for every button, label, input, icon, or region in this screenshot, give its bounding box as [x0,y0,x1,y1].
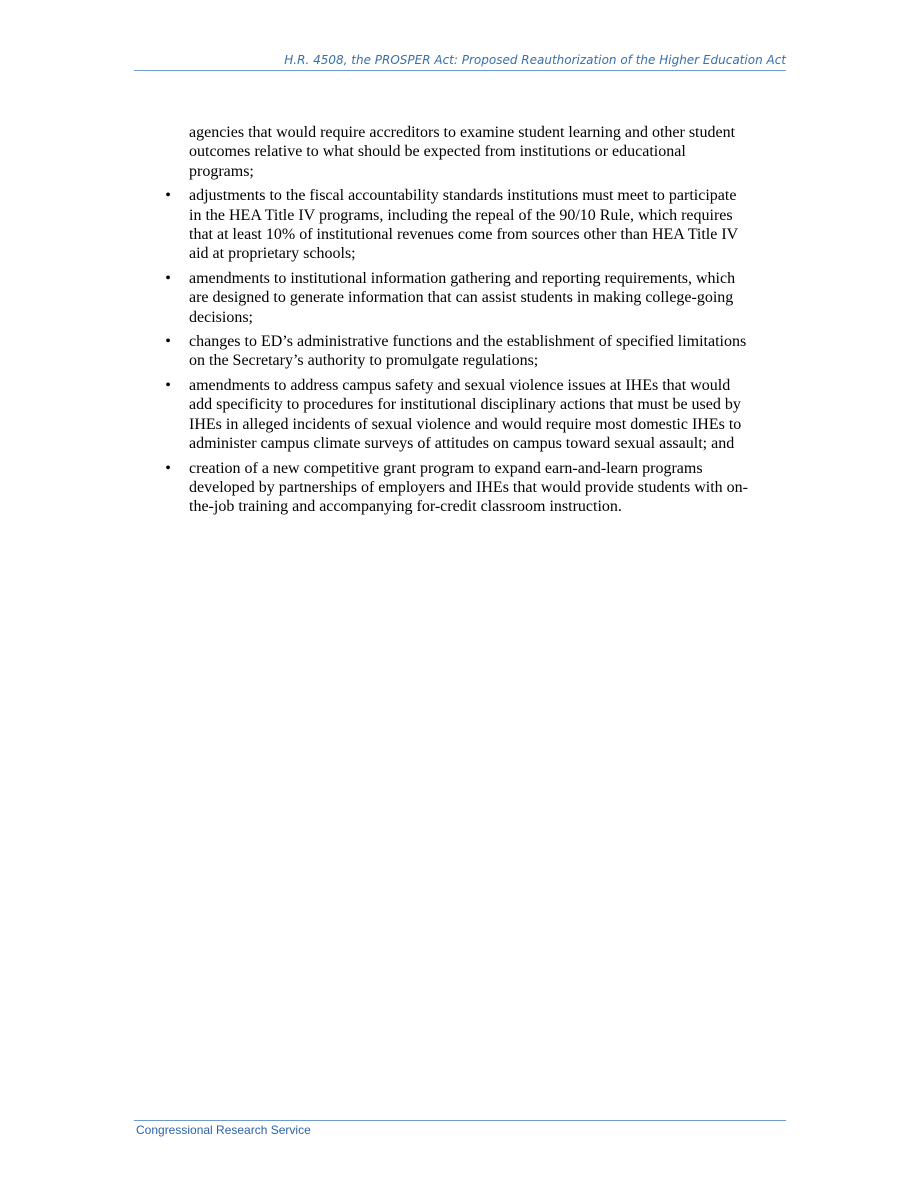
footer-source: Congressional Research Service [136,1123,311,1137]
list-item-text: changes to ED’s administrative functions and the establishment of specified limitations on the Secretary’s authority to promulgate regulations; [189,333,747,370]
document-body [0,120,920,522]
bullet-icon: • [165,269,171,287]
list-item-text: creation of a new competitive grant program to expand earn-and-learn programs developed by partnerships of employers and IHEs that would provide students with on-the-job training and accompanying for-credit classroom instruction. [189,459,748,516]
list-item-text: adjustments to the fiscal accountability standards institutions must meet to participate in the HEA Title IV programs, including the repeal of the 90/10 Rule, which requires that at least 10% of institutional revenues come from sources other than HEA Title IV aid at proprietary schools; [189,187,738,263]
list-item [165,186,749,264]
list-item [165,459,749,517]
continuation-paragraph: agencies that would require accreditors to examine student learning and other student outcomes relative to what should be expected from institutions or educational programs; [189,124,736,180]
list-item-text: amendments to institutional information gathering and reporting requirements, which are designed to generate information that can assist students in making college-going decisions; [189,269,736,326]
bullet-icon: • [165,459,171,477]
footer-divider [134,1120,786,1121]
list-item [165,332,749,371]
bullet-icon: • [165,333,171,351]
list-item [165,269,749,327]
header-divider [134,70,786,71]
list-item-text: amendments to address campus safety and sexual violence issues at IHEs that would add specificity to procedures for institutional disciplinary actions that must be used by IHEs in alleged incidents of sexual violence and would require most domestic IHEs to administer campus climate surveys of attitudes on campus toward sexual assault; and [189,376,742,453]
running-header: H.R. 4508, the PROSPER Act: Proposed Reauthorization of the Higher Education Act [284,53,786,67]
bullet-list [0,186,920,517]
bullet-icon: • [165,187,171,205]
list-item [165,376,749,454]
bullet-icon: • [165,376,171,394]
